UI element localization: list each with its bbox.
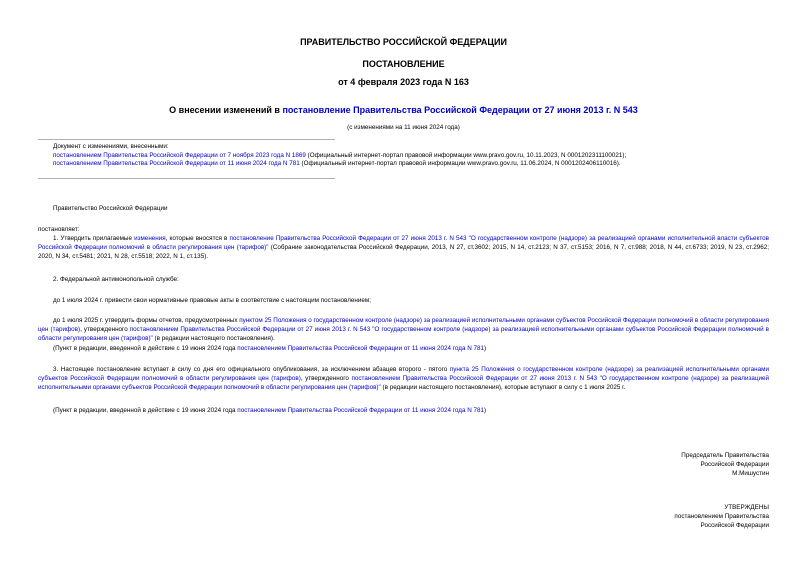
separator-bottom — [38, 178, 335, 179]
paragraph-2-1: до 1 июля 2024 г. привести свои нормативные правовые акты в соответствие с настоящим постановлением; — [53, 297, 371, 304]
change-item — [53, 152, 773, 161]
title-link[interactable]: постановление Правительства Российской Федерации от 27 июня 2013 г. N 543 — [282, 105, 638, 115]
resolution-543-link[interactable]: постановление Правительства Российской Федерации от 27 июня 2013 г. N 543 "О государственном контроле (надзоре) за реализацией органами исполнительной власти субъектов Российской Федерации полномочий в области регулирования цен (тарифов)" — [38, 235, 770, 251]
document-type: ПОСТАНОВЛЕНИЕ — [362, 59, 445, 69]
changes-link[interactable]: изменения — [134, 235, 166, 242]
p3-text: 3. Настоящее постановление вступает в силу со дня его официального опубликования, за исключением абзацев второго - пятого — [53, 366, 450, 373]
p2-2-text: , утвержденного — [80, 325, 130, 333]
edition-note-1 — [38, 345, 769, 354]
point-25-link[interactable]: пункта 25 Положения о государственном контроле (надзоре) за реализацией исполнительными органами субъектов Российской Федерации полномочий в области регулирования цен (тарифов) — [38, 366, 770, 382]
note-text: ) — [484, 345, 487, 352]
note-text: ) — [484, 407, 487, 414]
resolution-781-link[interactable]: постановлением Правительства Российской Федерации от 11 июня 2024 года N 781 — [237, 407, 485, 414]
approved-by: постановлением Правительства — [674, 512, 769, 520]
change-item — [53, 160, 773, 169]
government-line: Правительство Российской Федерации — [53, 205, 168, 212]
point-25-link[interactable]: пунктом 25 Положения о государственном контроле (надзоре) за реализацией исполнительными органами субъектов Российской Федерации полномочий в области регулирования цен (тарифов) — [38, 317, 769, 333]
decides-line: постановляет: — [38, 226, 80, 233]
approved-block — [674, 504, 769, 530]
changes-block — [53, 143, 773, 169]
signature-position: Председатель Правительства — [681, 452, 769, 459]
paragraph-3 — [38, 366, 769, 392]
paragraph-2: 2. Федеральной антимонопольной службе: — [53, 276, 179, 283]
signature-block — [681, 452, 769, 478]
approved-country: Российской Федерации — [700, 521, 769, 529]
change-source: (Официальный интернет-портал правовой информации www.pravo.gov.ru, 11.06.2024, N 0001202406110016). — [299, 160, 621, 168]
note-text: (Пункт в редакции, введенной в действие с 19 июня 2024 года — [53, 345, 238, 352]
resolution-543-link[interactable]: постановлением Правительства Российской Федерации от 27 июня 2013 г. N 543 "О государственном контроле (надзоре) за реализацией исполнительными органами субъектов Российской Федерации полномочий в области регулирования цен (тарифов)" — [38, 374, 770, 391]
document-title — [0, 105, 807, 115]
title-prefix: О внесении изменений в — [169, 105, 283, 115]
approved-heading: УТВЕРЖДЕНЫ — [724, 504, 769, 511]
paragraph-2-2 — [38, 317, 769, 343]
government-heading: ПРАВИТЕЛЬСТВО РОССИЙСКОЙ ФЕДЕРАЦИИ — [300, 37, 507, 47]
p3-text: (в редакции настоящего постановления), которые вступают в силу с 1 июля 2025 г. — [380, 383, 626, 391]
p2-2-text: (в редакции настоящего постановления). — [152, 334, 275, 342]
resolution-543-link[interactable]: постановлением Правительства Российской Федерации от 27 июня 2013 г. N 543 "О государственном контроле (надзоре) за реализацией исполнительными органами субъектов Российской Федерации полномочий в области регулирования цен (тарифов)" — [38, 325, 769, 342]
edition-note-2 — [38, 407, 769, 416]
change-link[interactable]: постановлением Правительства Российской Федерации от 11 июня 2024 года N 781 — [53, 160, 300, 168]
separator-top — [38, 139, 335, 140]
signature-country: Российской Федерации — [700, 460, 769, 468]
changes-intro: Документ с изменениями, внесенными: — [53, 143, 169, 150]
p2-2-text: до 1 июля 2025 г. утвердить формы отчетов, предусмотренных — [53, 317, 240, 324]
change-link[interactable]: постановлением Правительства Российской Федерации от 7 ноября 2023 года N 1869 — [53, 151, 306, 159]
edition-note: (с изменениями на 11 июня 2024 года) — [347, 124, 460, 131]
note-text: (Пункт в редакции, введенной в действие с 19 июня 2024 года — [53, 407, 238, 414]
resolution-781-link[interactable]: постановлением Правительства Российской Федерации от 11 июня 2024 года N 781 — [237, 345, 485, 352]
paragraph-1 — [38, 235, 769, 261]
p3-text: , утвержденного — [300, 374, 352, 382]
p1-text: , которые вносятся в — [165, 235, 230, 242]
p1-text: 1. Утвердить прилагаемые — [53, 235, 135, 242]
p1-source: (Собрание законодательства Российской Федерации, 2013, N 27, ст.3602; 2015, N 14, ст.2123; N 37, ст.5153; 2016, N 7, ст.988; 2018, N 44, ст.6733; 2019, N 23, ст.2962; 2020, N 34, ст.5481; 2021, N 28, ст.5518; 2022, N 1, ст.135). — [38, 243, 769, 260]
document-date-number: от 4 февраля 2023 года N 163 — [338, 77, 469, 87]
signature-name: М.Мишустин — [732, 469, 769, 477]
change-source: (Официальный интернет-портал правовой информации www.pravo.gov.ru, 10.11.2023, N 0001202311100021); — [305, 151, 627, 159]
